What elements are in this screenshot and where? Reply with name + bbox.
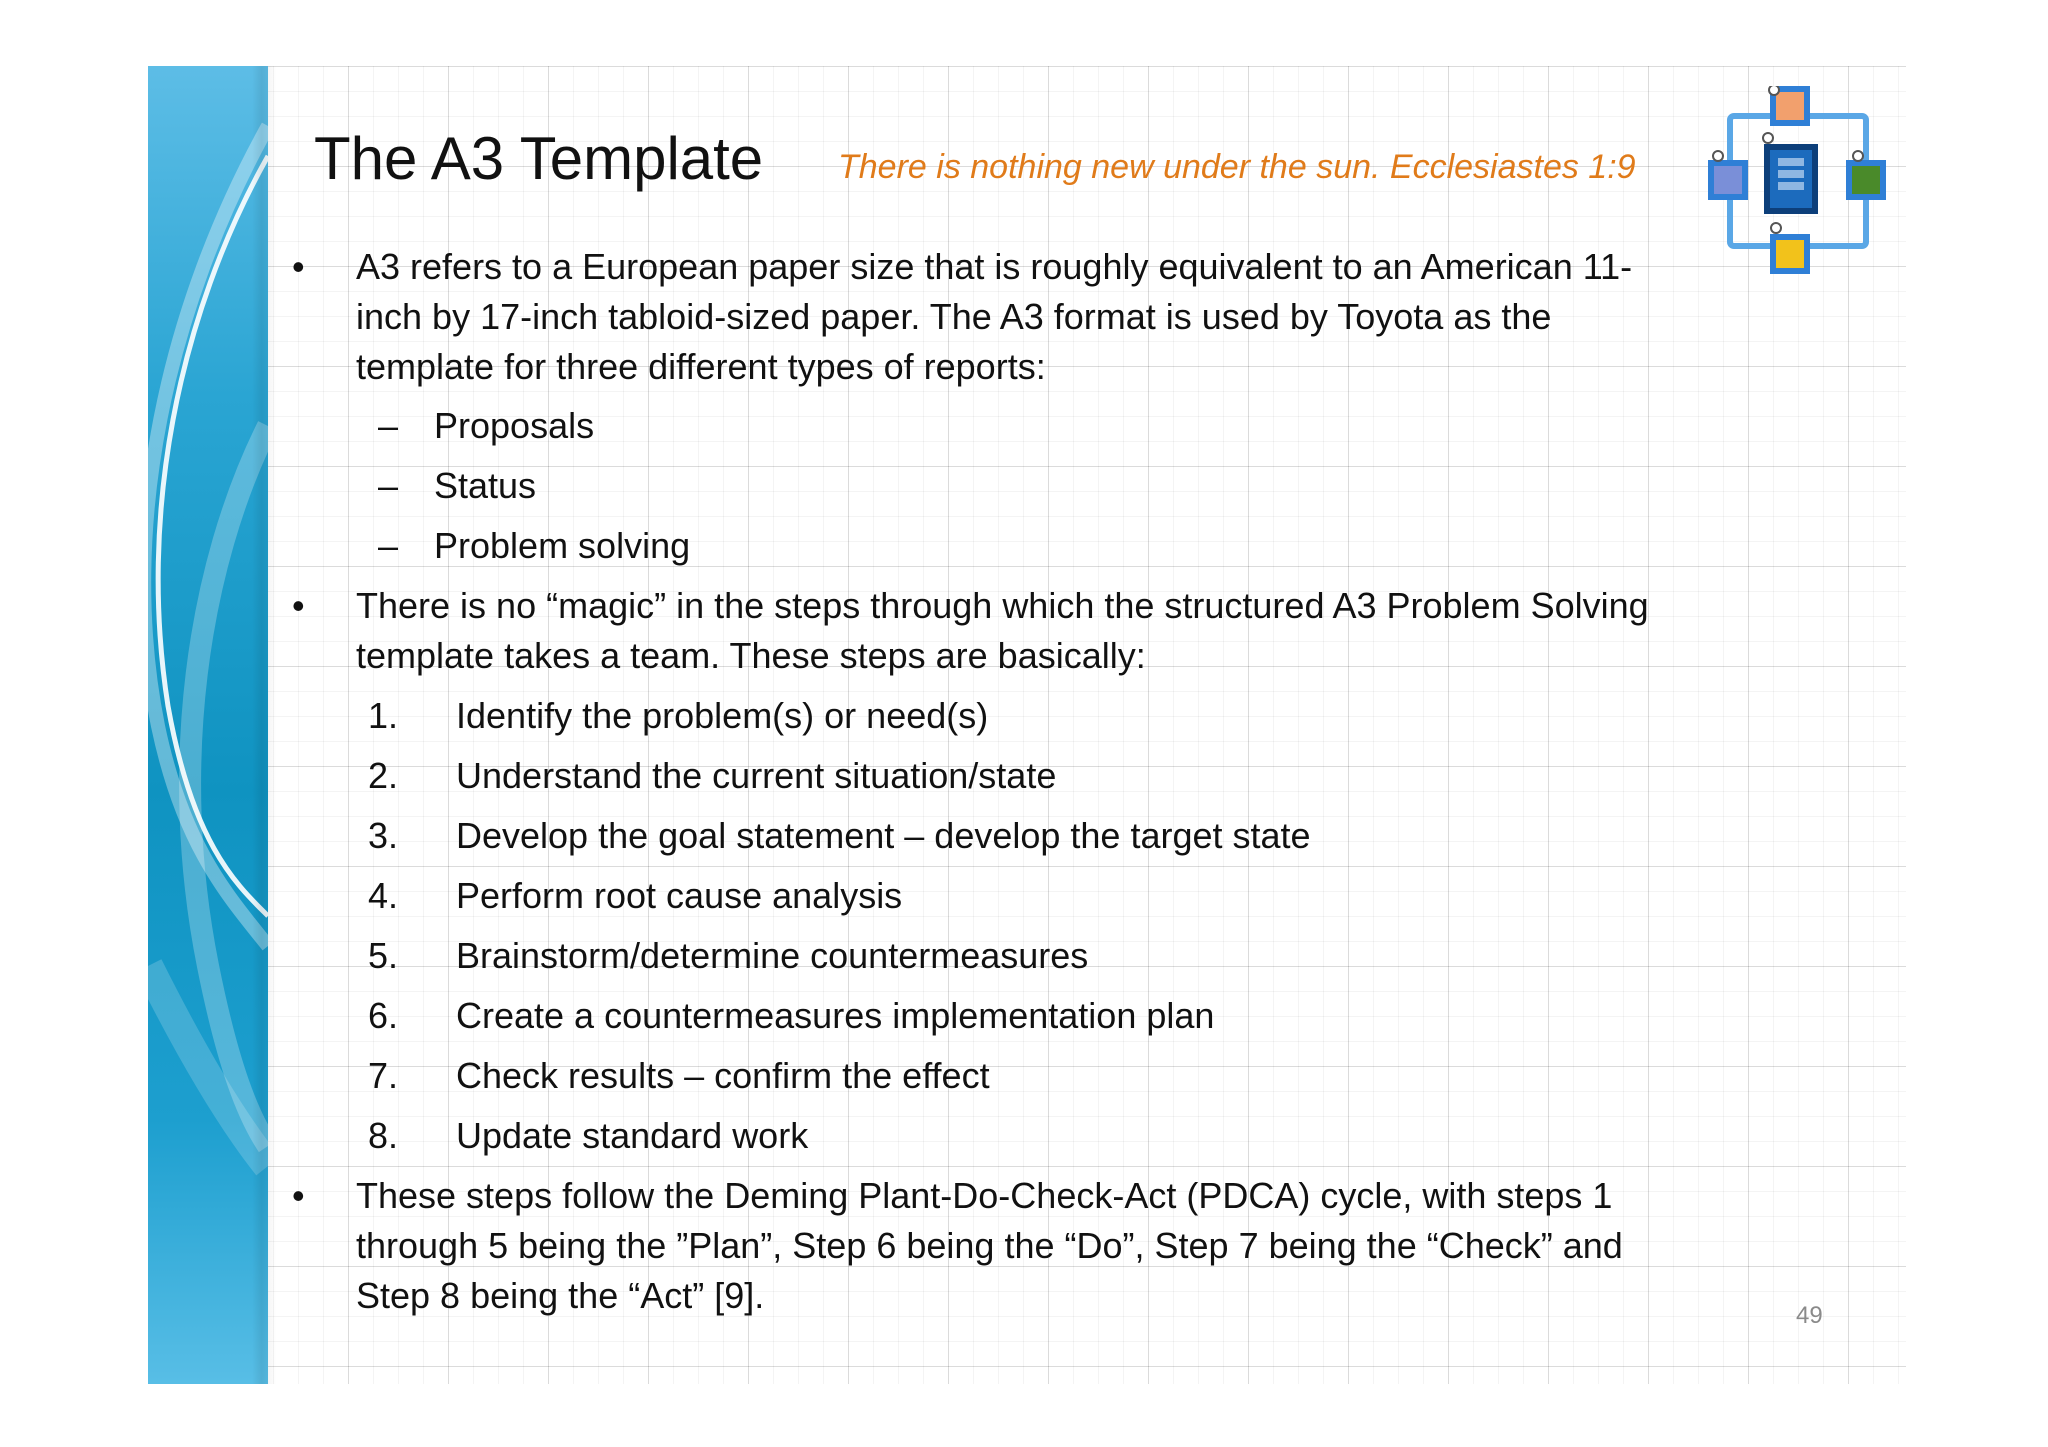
report-type-problem-solving: Problem solving [434,525,691,566]
step-item [148,691,1548,741]
sub-list-item [148,521,1348,571]
slide-quote: There is nothing new under the sun. Ecclesiastes 1:9 [838,148,1636,186]
step-text: Check results – confirm the effect [456,1055,990,1096]
slide-title: The A3 Template [314,125,764,192]
bullet-marker: • [292,1175,305,1216]
step-item [148,811,1548,861]
step-item [148,1051,1548,1101]
step-text: Perform root cause analysis [456,875,903,916]
slide [148,66,1906,1384]
step-item [148,1111,1548,1161]
bullet-line: through 5 being the ”Plan”, Step 6 being the “Do”, Step 7 being the “Check” and [356,1225,1623,1266]
bullet-line: template for three different types of reports: [356,346,1046,387]
sub-list-item [148,401,1348,451]
step-item [148,751,1548,801]
step-number: 6. [368,995,399,1036]
step-number: 4. [368,875,399,916]
sub-list-item [148,461,1348,511]
bullet-marker: • [292,246,305,287]
dash-marker: – [378,525,399,566]
step-number: 8. [368,1115,399,1156]
step-text: Identify the problem(s) or need(s) [456,695,989,736]
step-number: 2. [368,755,399,796]
bullet-item [148,242,1848,392]
bullet-line: These steps follow the Deming Plant-Do-Check-Act (PDCA) cycle, with steps 1 [356,1175,1613,1216]
step-number: 1. [368,695,399,736]
step-number: 5. [368,935,399,976]
step-text: Understand the current situation/state [456,755,1057,796]
bullet-line: template takes a team. These steps are basically: [356,635,1146,676]
step-item [148,931,1548,981]
report-type-status: Status [434,465,537,506]
slide-body [148,66,1906,1384]
bullet-line: A3 refers to a European paper size that is roughly equivalent to an American 11- [356,246,1633,287]
step-text: Brainstorm/determine countermeasures [456,935,1089,976]
page-number: 49 [1796,1302,1823,1329]
bullet-line: There is no “magic” in the steps through which the structured A3 Problem Solving [356,585,1649,626]
bullet-marker: • [292,585,305,626]
bullet-item [148,1171,1848,1321]
step-item [148,991,1548,1041]
bullet-line: Step 8 being the “Act” [9]. [356,1275,765,1316]
step-number: 3. [368,815,399,856]
dash-marker: – [378,405,399,446]
step-text: Develop the goal statement – develop the target state [456,815,1311,856]
step-number: 7. [368,1055,399,1096]
bullet-item [148,581,1848,681]
dash-marker: – [378,465,399,506]
step-text: Create a countermeasures implementation plan [456,995,1215,1036]
bullet-line: inch by 17-inch tabloid-sized paper. The A3 format is used by Toyota as the [356,296,1552,337]
step-item [148,871,1548,921]
report-type-proposals: Proposals [434,405,595,446]
step-text: Update standard work [456,1115,809,1156]
